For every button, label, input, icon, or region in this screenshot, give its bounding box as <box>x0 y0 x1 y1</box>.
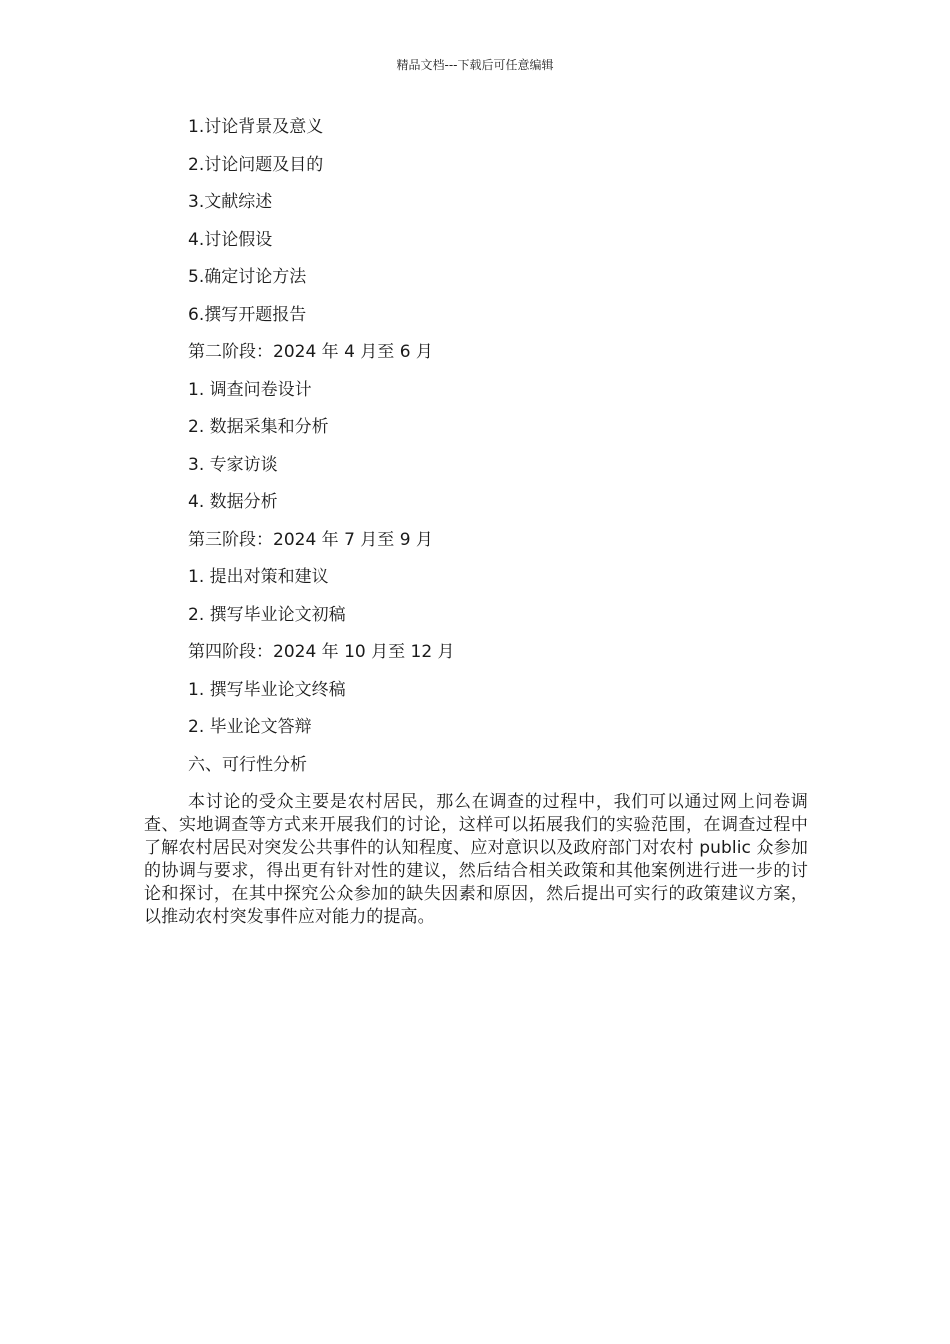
outline-item: 4.讨论假设 <box>188 229 273 250</box>
section-heading: 六、可行性分析 <box>188 754 307 775</box>
outline-item: 1. 调查问卷设计 <box>188 379 312 400</box>
outline-item: 1. 提出对策和建议 <box>188 567 329 587</box>
outline-item: 2.讨论问题及目的 <box>188 154 324 175</box>
outline-item: 2. 数据采集和分析 <box>188 417 329 437</box>
phase-heading: 第四阶段：2024 年 10 月至 12 月 <box>188 642 455 662</box>
page-header: 精品文档---下载后可任意编辑 <box>396 58 554 72</box>
outline-item: 3.文献综述 <box>188 192 273 212</box>
outline-item: 1. 撰写毕业论文终稿 <box>188 679 346 700</box>
outline-item: 1.讨论背景及意义 <box>188 117 324 137</box>
outline-item: 5.确定讨论方法 <box>188 267 307 287</box>
outline-item: 2. 撰写毕业论文初稿 <box>188 604 346 625</box>
outline-item: 6.撰写开题报告 <box>188 304 307 325</box>
outline-item: 4. 数据分析 <box>188 492 278 512</box>
outline-item: 2. 毕业论文答辩 <box>188 717 312 737</box>
outline-item: 3. 专家访谈 <box>188 454 278 475</box>
schedule-outline <box>188 115 828 790</box>
feasibility-paragraph: 本讨论的受众主要是农村居民，那么在调查的过程中，我们可以通过网上问卷调查、实地调查等方式来开展我们的讨论，这样可以拓展我们的实验范围，在调查过程中了解农村居民对突发公共事件的认知程度、应对意识以及政府部门对农村 public 众参加的协调与要求，得出更有针对性的建议，然后结合相关政策和其他案例进行进一步的讨论和探讨，在其中探究公众参加的缺失因素和原因，然后提出可实行的政策建议方案，以推动农村突发事件应对能力的提高。 <box>144 792 808 927</box>
phase-heading: 第二阶段：2024 年 4 月至 6 月 <box>188 342 433 362</box>
phase-heading: 第三阶段：2024 年 7 月至 9 月 <box>188 529 433 550</box>
